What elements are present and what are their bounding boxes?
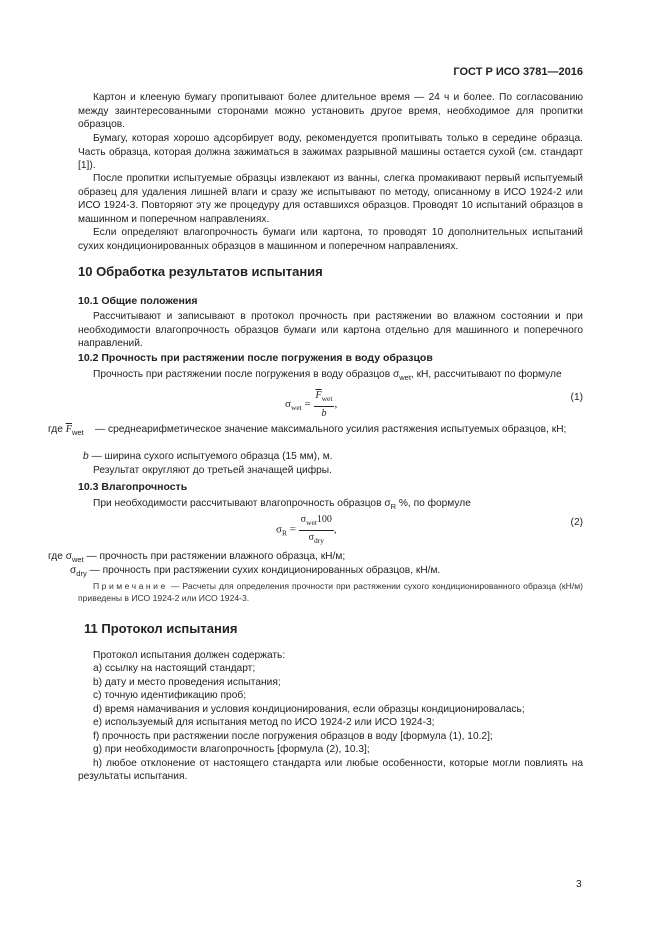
protocol-list: [78, 662, 583, 784]
fraction: [314, 389, 338, 420]
paragraph: Результат округляют до третьей значащей цифры.: [93, 465, 332, 476]
subscript: wet: [71, 428, 84, 438]
subscript: wet: [399, 373, 411, 383]
note: [78, 580, 583, 604]
subscript: wet: [290, 403, 302, 413]
subscript: wet: [72, 555, 84, 565]
page-number: 3: [576, 879, 582, 890]
paragraph: Бумагу, которая хорошо адсорбирует воду, рекомендуется пропитывать только в середине образца. Часть образца, которая должна зажиматься в зажимах разрывной машины остается сухой (см. стандарт [1]).: [78, 133, 583, 171]
symbol: σ: [276, 523, 282, 536]
section-10-1-title: 10.1 Общие положения: [78, 295, 198, 307]
note-label: Примечание: [93, 581, 168, 591]
where-2: [83, 450, 588, 464]
text: где: [48, 424, 66, 435]
section-10-3-title: 10.3 Влагопрочность: [78, 481, 188, 493]
text: — ширина сухого испытуемого образца (15 мм), м.: [88, 451, 333, 462]
numerator: σ: [300, 514, 307, 525]
list-item: a) ссылку на настоящий стандарт;: [93, 663, 256, 674]
symbol: где σ: [48, 551, 72, 562]
text: — среднеарифметическое значение максимального усилия растяжения испытуемых образцов, кН;: [95, 424, 567, 435]
section-11-title: 11 Протокол испытания: [84, 621, 238, 636]
subscript: wet: [306, 518, 317, 527]
where-label: [48, 423, 91, 440]
equals: =: [301, 398, 314, 411]
text: При необходимости рассчитывают влагопрочность образцов σ: [93, 498, 391, 509]
paragraph: После пропитки испытуемые образцы извлекают из ванны, слегка промакивают первый испытуемый образец для удаления лишней влаги и сразу же испытывают по методу, описанному в ИСО 1924-2 или ИСО 1924-3. Повторяют эту же процедуру для оставшихся образцов. Проводят 10 испытаний образцов в машинном и поперечном направлениях.: [78, 173, 583, 225]
subscript: wet: [321, 394, 333, 403]
list-item: f) прочность при растяжении после погружения образцов в воду [формула (1), 10.2];: [93, 730, 493, 742]
subscript: R: [390, 502, 397, 512]
symbol: σ: [70, 565, 77, 576]
text: — прочность при растяжении сухих кондиционированных образцов, кН/м.: [86, 565, 441, 576]
section-10-title: 10 Обработка результатов испытания: [78, 264, 323, 279]
equation-number: (2): [570, 517, 583, 528]
subscript: dry: [313, 535, 324, 545]
text: , кН, рассчитывают по формуле: [410, 369, 562, 380]
paragraph: Рассчитывают и записывают в протокол прочность при растяжении во влажном состоянии и при необходимости влагопрочность образцов бумаги или картона отдельно для машинного и поперечного направлений.: [78, 311, 583, 349]
equals: =: [286, 523, 299, 536]
subscript: dry: [76, 569, 87, 579]
list-item: d) время намачивания и условия кондиционирования, если образцы кондиционировалась;: [93, 703, 525, 715]
text: Прочность при растяжении после погружения в воду образцов σ: [93, 369, 400, 380]
denominator: σ: [308, 531, 314, 543]
section-10-2-title: 10.2 Прочность при растяжении после погружения в воду образцов: [78, 352, 433, 364]
numerator-tail: 100: [316, 514, 332, 525]
equation-number: (1): [570, 392, 583, 403]
list-item: e) используемый для испытания метод по ИСО 1924-2 или ИСО 1924-3;: [93, 717, 435, 728]
paragraph: Если определяют влагопрочность бумаги или картона, то проводят 10 дополнительных испытаний сухих кондиционированных образцов в машинном и поперечном направлениях.: [78, 227, 583, 252]
paragraph: Протокол испытания должен содержать:: [93, 650, 286, 661]
list-item: g) при необходимости влагопрочность [формула (2), 10.3];: [93, 744, 370, 755]
list-item: h) любое отклонение от настоящего стандарта или любые особенности, которые могли повлиять на результаты испытания.: [78, 757, 583, 782]
list-item: c) точную идентификацию проб;: [93, 690, 247, 701]
list-item: b) дату и место проведения испытания;: [93, 676, 281, 688]
symbol: σ: [285, 398, 291, 411]
numerator: $\overline{F}$: [315, 390, 322, 401]
formula-2: [276, 513, 337, 547]
comma: ,: [334, 398, 338, 411]
where-1: [48, 423, 583, 440]
fraction: [299, 513, 334, 547]
paragraph: Картон и клееную бумагу пропитывают более длительное время — 24 ч и более. По согласованию между заинтересованными сторонами можно установить другое время, необходимое для пропитки образцов.: [78, 92, 583, 130]
subscript: R: [281, 528, 287, 538]
symbol: $\overline{F}$: [65, 424, 72, 435]
symbol: b: [83, 451, 89, 462]
text: — прочность при растяжении влажного образца, кН/м;: [83, 551, 346, 562]
note-text: — Расчеты для определения прочности при растяжении сухого кондиционированного образца (кН/м) приведены в ИСО 1924-2 или ИСО 1924-3.: [78, 581, 583, 603]
denominator: b: [321, 407, 327, 419]
where-4: [70, 564, 575, 581]
paragraph: [78, 368, 583, 385]
text: %, по формуле: [396, 498, 471, 509]
comma: ,: [333, 523, 337, 536]
document-header: ГОСТ Р ИСО 3781—2016: [453, 66, 583, 78]
paragraph: [78, 497, 583, 514]
formula-1: [285, 389, 337, 420]
